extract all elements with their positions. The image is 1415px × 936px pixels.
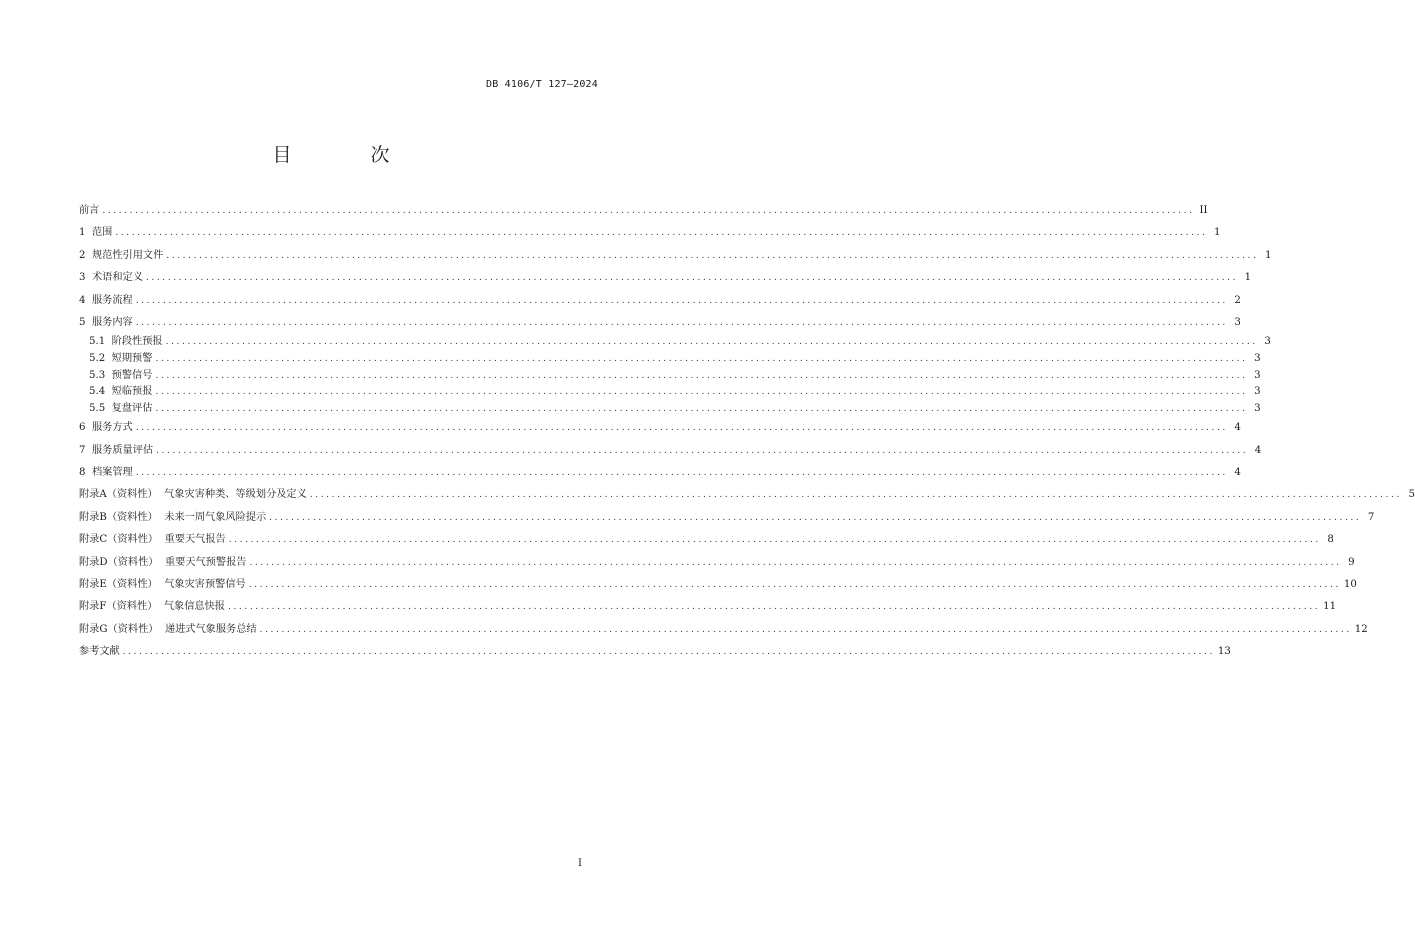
toc-entry-page: 12 — [1354, 623, 1368, 635]
toc-entry-page: 1 — [1244, 272, 1252, 284]
toc-entry-page: 5 — [1408, 489, 1415, 501]
toc-entry-page: 1 — [1214, 227, 1221, 239]
page-title: 目 次 — [272, 144, 420, 166]
toc-leader-dots: ........................................................................................................................................................................................................ — [155, 353, 1248, 364]
toc-entry-label: 7 服务质量评估 — [79, 444, 154, 456]
toc-leader-dots: ........................................................................................................................................................................................................ — [135, 317, 1228, 328]
toc-leader-dots: ........................................................................................................................................................................................................ — [122, 647, 1215, 658]
toc-entry-label: 5 服务内容 — [79, 316, 133, 328]
toc-entry-label: 附录A（资料性） 气象灾害种类、等级划分及定义 — [79, 489, 307, 501]
toc-entry[interactable] — [79, 619, 1368, 641]
toc-entry-page: 3 — [1264, 336, 1271, 348]
toc-entry[interactable] — [79, 484, 1415, 506]
toc-entry-page: 1 — [1264, 249, 1272, 261]
toc-leader-dots: ........................................................................................................................................................................................................ — [156, 445, 1249, 456]
toc-entry-page: 4 — [1234, 467, 1241, 479]
toc-entry-label: 附录B（资料性） 未来一周气象风险提示 — [79, 511, 267, 523]
toc-entry-page: 3 — [1254, 352, 1261, 364]
toc-entry-page: II — [1199, 204, 1208, 216]
toc-entry-label: 附录D（资料性） 重要天气预警报告 — [79, 556, 247, 568]
toc-entry-page: 10 — [1343, 579, 1357, 591]
toc-leader-dots: ........................................................................................................................................................................................................ — [135, 468, 1228, 479]
toc-subentry[interactable] — [79, 368, 1261, 385]
toc-entry-label: 前言 — [79, 204, 100, 216]
toc-leader-dots: ........................................................................................................................................................................................................ — [259, 624, 1352, 635]
toc-entry-label: 4 服务流程 — [79, 294, 133, 306]
toc-entry-label: 附录E（资料性） 气象灾害预警信号 — [79, 579, 246, 591]
toc-entry[interactable] — [79, 200, 1208, 222]
toc-leader-dots: ........................................................................................................................................................................................................ — [115, 228, 1208, 239]
toc-entry-page: 8 — [1327, 534, 1334, 546]
toc-entry-page: 13 — [1217, 646, 1231, 658]
toc-leader-dots: ........................................................................................................................................................................................................ — [309, 490, 1402, 501]
toc-entry-page: 11 — [1323, 601, 1337, 613]
toc-entry-page: 3 — [1254, 386, 1261, 398]
toc-entry-label: 附录G（资料性） 递进式气象服务总结 — [79, 623, 257, 635]
toc-entry[interactable] — [79, 641, 1231, 663]
toc-leader-dots: ........................................................................................................................................................................................................ — [145, 273, 1239, 284]
toc-entry-page: 2 — [1234, 294, 1241, 306]
toc-entry[interactable] — [79, 574, 1357, 596]
toc-entry[interactable] — [79, 312, 1241, 334]
toc-entry-page: 3 — [1234, 316, 1241, 328]
toc-leader-dots: ........................................................................................................................................................................................................ — [155, 370, 1248, 381]
toc-entry[interactable] — [79, 245, 1272, 267]
toc-entry[interactable] — [79, 417, 1241, 439]
toc-leader-dots: ........................................................................................................................................................................................................ — [165, 337, 1258, 348]
toc-entry-page: 3 — [1254, 402, 1261, 414]
toc-entry-page: 7 — [1367, 511, 1375, 523]
toc-entry-page: 4 — [1234, 422, 1241, 434]
toc-entry-label: 6 服务方式 — [79, 422, 133, 434]
toc-leader-dots: ........................................................................................................................................................................................................ — [135, 423, 1228, 434]
toc-leader-dots: ........................................................................................................................................................................................................ — [227, 602, 1321, 613]
toc-entry[interactable] — [79, 596, 1337, 618]
toc-entry-page: 4 — [1254, 444, 1262, 456]
toc-entry-label: 8 档案管理 — [79, 467, 133, 479]
toc-entry[interactable] — [79, 222, 1221, 244]
toc-entry[interactable] — [79, 507, 1375, 529]
document-id: DB 4106/T 127—2024 — [486, 79, 598, 90]
toc-entry-label: 附录C（资料性） 重要天气报告 — [79, 534, 226, 546]
toc-entry-label: 5.1 阶段性预报 — [89, 336, 163, 348]
page-number: I — [578, 858, 582, 869]
toc-entry-label: 5.2 短期预警 — [89, 352, 153, 364]
toc-entry[interactable] — [79, 552, 1355, 574]
toc-entry-label: 5.4 短临预报 — [89, 386, 153, 398]
toc-leader-dots: ........................................................................................................................................................................................................ — [249, 557, 1342, 568]
toc-entry-page: 9 — [1348, 556, 1355, 568]
toc-leader-dots: ........................................................................................................................................................................................................ — [228, 535, 1321, 546]
table-of-contents — [79, 200, 1415, 664]
toc-entry-label: 1 范围 — [79, 227, 113, 239]
toc-entry-label: 5.3 预警信号 — [89, 369, 153, 381]
toc-subentry[interactable] — [79, 384, 1261, 401]
toc-entry-label: 参考文献 — [79, 646, 120, 658]
toc-leader-dots: ........................................................................................................................................................................................................ — [166, 250, 1259, 261]
toc-entry[interactable] — [79, 462, 1241, 484]
toc-entry-label: 2 规范性引用文件 — [79, 249, 164, 261]
toc-entry-label: 3 术语和定义 — [79, 272, 143, 284]
toc-leader-dots: ........................................................................................................................................................................................................ — [248, 580, 1341, 591]
toc-subentry[interactable] — [79, 334, 1271, 351]
toc-entry[interactable] — [79, 529, 1334, 551]
toc-entry-label: 附录F（资料性） 气象信息快报 — [79, 601, 225, 613]
toc-entry[interactable] — [79, 440, 1262, 462]
toc-entry-label: 5.5 复盘评估 — [89, 402, 153, 414]
toc-entry[interactable] — [79, 290, 1241, 312]
toc-leader-dots: ........................................................................................................................................................................................................ — [269, 512, 1362, 523]
toc-leader-dots: ........................................................................................................................................................................................................ — [102, 205, 1195, 216]
toc-subentry[interactable] — [79, 401, 1261, 418]
toc-entry-page: 3 — [1254, 369, 1261, 381]
toc-leader-dots: ........................................................................................................................................................................................................ — [155, 387, 1248, 398]
toc-leader-dots: ........................................................................................................................................................................................................ — [155, 403, 1248, 414]
toc-subentry[interactable] — [79, 351, 1261, 368]
toc-entry[interactable] — [79, 267, 1252, 289]
toc-leader-dots: ........................................................................................................................................................................................................ — [135, 295, 1228, 306]
